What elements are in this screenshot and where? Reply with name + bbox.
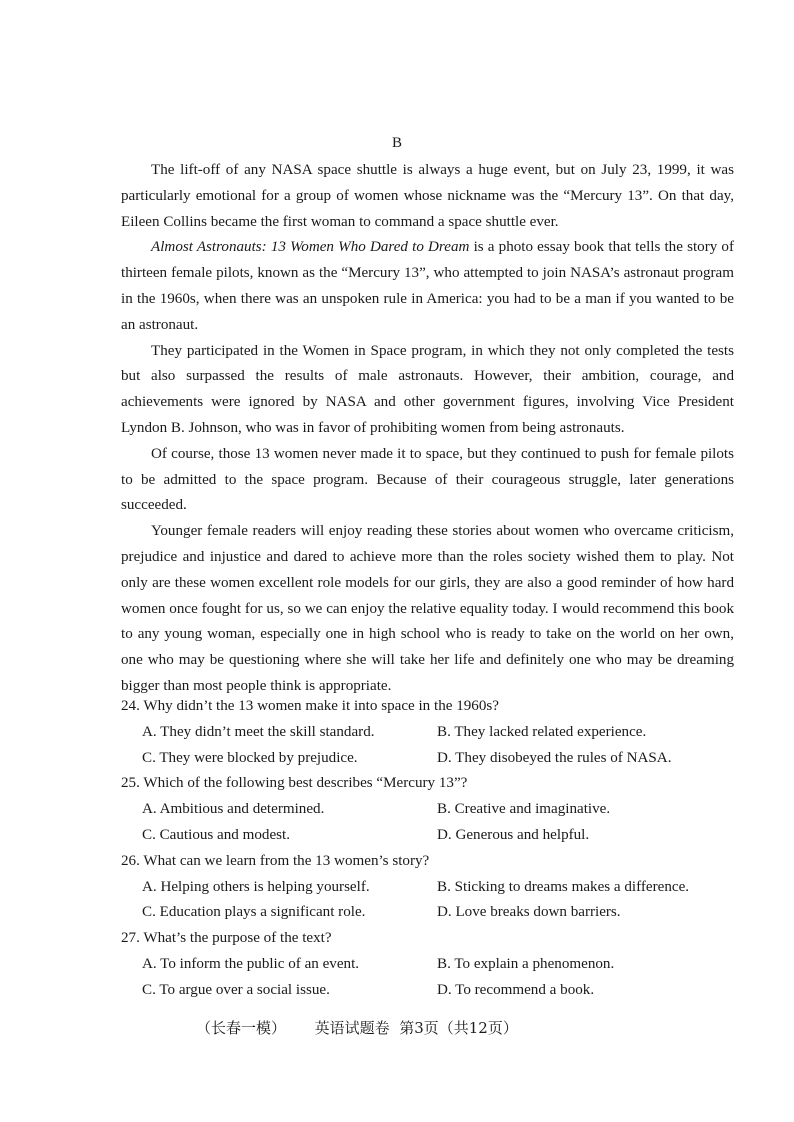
question-stem: 26. What can we learn from the 13 women’s story? <box>121 852 430 869</box>
question-26 <box>121 849 734 926</box>
section-heading: B <box>391 135 402 151</box>
option-a: A. Helping others is helping yourself. <box>142 878 370 895</box>
question-24 <box>121 694 734 771</box>
paragraph-5: Younger female readers will enjoy reading these stories about women who overcame criticism, prejudice and injustice and dared to achieve more than the roles society wished them to play. Not only are these women excellent role models for our girls, they are also a good reminder of how hard women once fought for us, so we can enjoy the relative equality today. I would recommend this book to any young woman, especially one in high school who is ready to take on the world on her own, one who may be questioning where she will take her life and definitely one who may be dreaming bigger than most people think is appropriate. <box>121 523 734 694</box>
paragraph-3: They participated in the Women in Space program, in which they not only completed the tests but also surpassed the results of male astronauts. However, their ambition, courage, and achievements were ignored by NASA and other government figures, involving Vice President Lyndon B. Johnson, who was in favor of prohibiting women from being astronauts. <box>121 342 734 436</box>
option-b: B. To explain a phenomenon. <box>437 955 615 972</box>
question-25 <box>121 771 734 848</box>
option-b: B. Sticking to dreams makes a difference. <box>437 878 690 895</box>
question-stem: 27. What’s the purpose of the text? <box>121 930 332 947</box>
option-a: A. To inform the public of an event. <box>142 955 360 972</box>
option-b: B. Creative and imaginative. <box>437 801 611 818</box>
book-title: Almost Astronauts: 13 Women Who Dared to Dream <box>151 239 470 256</box>
paragraph-1: The lift-off of any NASA space shuttle is always a huge event, but on July 23, 1999, it was particularly emotional for a group of women whose nickname was the “Mercury 13”. On that day, Eileen Collins became the first woman to command a space shuttle ever. <box>121 162 734 230</box>
page-footer <box>196 1017 518 1039</box>
footer-page: 第3页 <box>399 1019 439 1037</box>
paragraph-4: Of course, those 13 women never made it to space, but they continued to push for female pilots to be admitted to the space program. Because of their courageous struggle, later generations succeeded. <box>121 445 734 514</box>
option-a: A. They didn’t meet the skill standard. <box>142 723 375 740</box>
question-list <box>121 694 734 1004</box>
option-d: D. Love breaks down barriers. <box>437 904 621 921</box>
option-c: C. Education plays a significant role. <box>142 904 366 921</box>
reading-passage <box>121 158 734 700</box>
paragraph-2-text: is a photo essay book that tells the story of thirteen female pilots, known as the “Mercury 13”, who attempted to join NASA’s astronaut program in the 1960s, when there was an unspoken rule in America: you had to be a man if you wanted to be an astronaut. <box>121 239 734 333</box>
footer-subject: 英语试题卷 <box>314 1019 390 1037</box>
option-d: D. To recommend a book. <box>437 981 595 998</box>
option-d: D. They disobeyed the rules of NASA. <box>437 749 672 766</box>
question-stem: 25. Which of the following best describes “Mercury 13”? <box>121 775 468 792</box>
footer-total: （共12页） <box>438 1019 518 1037</box>
option-c: C. To argue over a social issue. <box>142 981 330 998</box>
option-c: C. Cautious and modest. <box>142 826 290 843</box>
question-stem: 24. Why didn’t the 13 women make it into space in the 1960s? <box>121 698 499 714</box>
question-27 <box>121 926 734 1003</box>
option-b: B. They lacked related experience. <box>437 723 647 740</box>
option-d: D. Generous and helpful. <box>437 826 590 843</box>
option-a: A. Ambitious and determined. <box>142 801 325 818</box>
footer-source: （长春一模） <box>196 1019 287 1037</box>
option-c: C. They were blocked by prejudice. <box>142 749 358 766</box>
paragraph-2 <box>121 235 734 338</box>
